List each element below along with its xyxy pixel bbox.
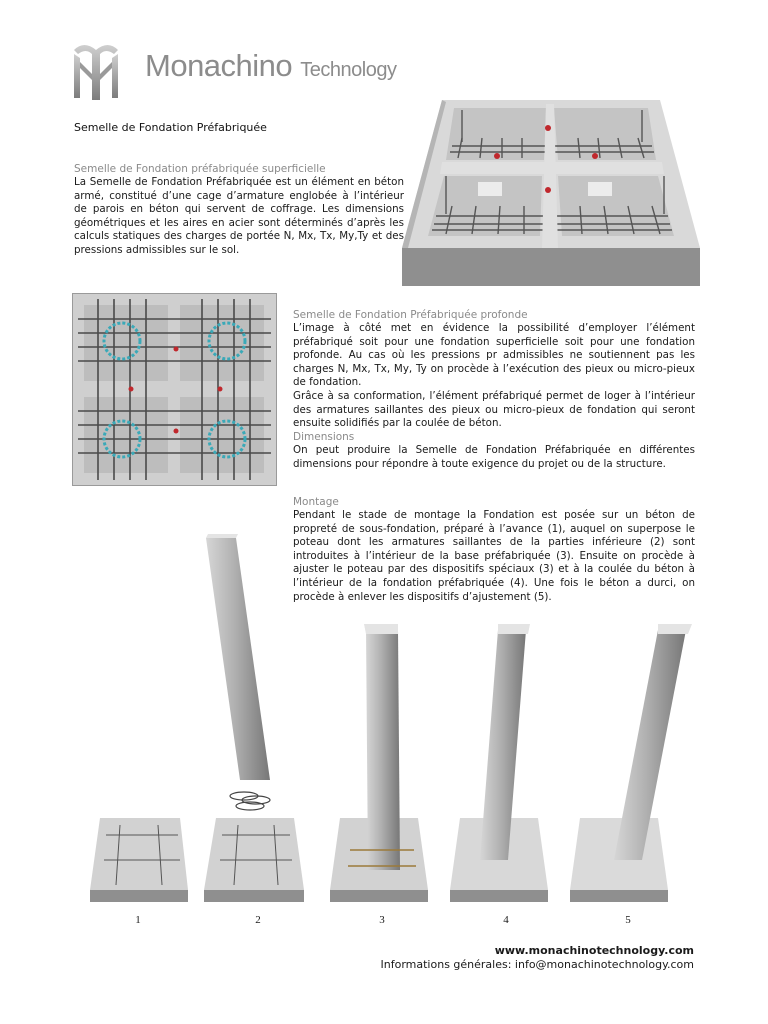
section-heading: Dimensions (293, 431, 355, 443)
monachino-logo (70, 40, 122, 102)
section-deep (293, 308, 695, 431)
step-label-5: 5 (625, 914, 631, 926)
step-label-1: 1 (135, 914, 141, 926)
assembly-steps-illustration (80, 530, 700, 910)
brand-suffix: Technology (300, 59, 397, 81)
foundation-3d-render (402, 98, 700, 290)
footer-website-link[interactable]: www.monachinotechnology.com (494, 944, 694, 957)
section-paragraph: Grâce à sa conformation, l’élément préfabriqué permet de loger à l’intérieur des armatures saillantes des pieux ou micro-pieux de fondation qui seront ensuite solidifiés par la coulée de béton. (293, 389, 695, 430)
section-heading: Semelle de Fondation préfabriquée superficielle (74, 163, 326, 175)
step-4-concrete-pour (450, 624, 548, 902)
step-label-2: 2 (255, 914, 261, 926)
step-5-finished (570, 624, 692, 902)
footer-contact-info: Informations générales: info@monachinotechnology.com (380, 958, 694, 971)
section-paragraph: On peut produire la Semelle de Fondation Préfabriquée en différentes dimensions pour répondre à toute exigence du projet ou de la structure. (293, 444, 695, 470)
section-paragraph: La Semelle de Fondation Préfabriquée est un élément en béton armé, constitué d’une cage d’armature englobée à l’intérieur de parois en béton qui servent de coffrage. Les dimensions géométriques et les aires en acier sont déterminés d’après les calculs statiques des charges de portée N, Mx, Tx, My,Ty et des pressions admissibles sur le sol. (74, 176, 404, 256)
step-label-4: 4 (503, 914, 509, 926)
step-1-base (90, 818, 188, 902)
brand-main: Monachino (145, 48, 293, 83)
section-paragraph: Pendant le stade de montage la Fondation est posée sur un béton de propreté de sous-fondation, préparé à l’avance (1), auquel on superpose le poteau dont les armatures saillantes de la parties inférieure (2) sont introduites à l’intérieur de la base préfabriquée (3). Ensuite on procède à ajuster le poteau par des dispositifs spéciaux (3) et à la coulée du béton à l’intérieur de la fondation préfabriquée (4). Une fois le béton a durci, on procède à enlever les dispositifs d’ajustement (5). (293, 509, 695, 603)
brand-name (145, 48, 396, 84)
section-dimensions (293, 430, 695, 471)
section-superficial (74, 162, 404, 258)
page-title: Semelle de Fondation Préfabriquée (74, 121, 267, 134)
foundation-plan-view (72, 293, 277, 486)
section-paragraph: L’image à côté met en évidence la possibilité d’employer l’élément préfabriqué soit pour une fondation superficielle soit pour une fondation profonde. Au cas où les pressions pr admissibles ne soutiennent pas les charges N, Mx, Tx, My, Ty on procède à l’exécution des pieux ou micro-pieux de fondation. (293, 322, 695, 389)
step-2-column-lowering (204, 534, 304, 902)
step-3-adjustment (330, 624, 428, 902)
section-heading: Semelle de Fondation Préfabriquée profonde (293, 309, 528, 321)
step-label-3: 3 (379, 914, 385, 926)
section-heading: Montage (293, 496, 339, 508)
